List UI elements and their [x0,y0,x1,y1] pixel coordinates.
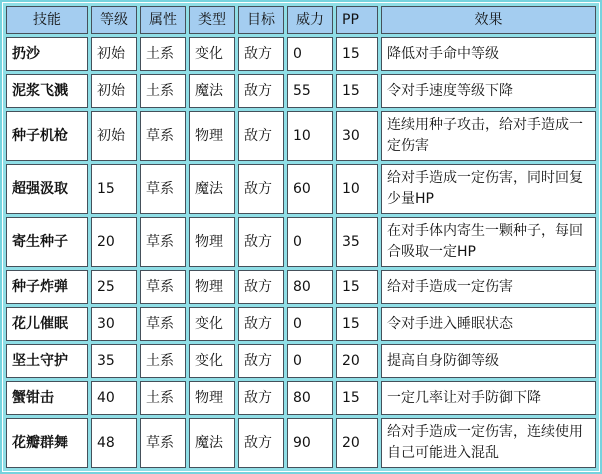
table-row [6,307,596,341]
cell-power: 60 [287,164,333,214]
cell-skill: 泥浆飞溅 [6,74,88,108]
cell-pp: 15 [336,270,378,304]
table-row [6,37,596,71]
cell-target: 敌方 [238,217,284,267]
cell-pp: 15 [336,74,378,108]
cell-power: 55 [287,74,333,108]
cell-type: 物理 [189,111,235,161]
table-row [6,381,596,415]
cell-power: 0 [287,37,333,71]
cell-skill: 种子炸弹 [6,270,88,304]
cell-level: 30 [91,307,137,341]
cell-power: 10 [287,111,333,161]
cell-attr: 草系 [140,418,186,468]
header-cell-type: 类型 [189,6,235,34]
cell-power: 80 [287,270,333,304]
header-cell-level: 等级 [91,6,137,34]
cell-power: 0 [287,344,333,378]
cell-effect: 令对手进入睡眠状态 [381,307,596,341]
cell-skill: 种子机枪 [6,111,88,161]
cell-type: 物理 [189,381,235,415]
cell-target: 敌方 [238,381,284,415]
skills-table [3,3,599,471]
cell-effect: 给对手造成一定伤害，同时回复少量HP [381,164,596,214]
cell-type: 物理 [189,270,235,304]
cell-level: 初始 [91,74,137,108]
table-row [6,418,596,468]
table-row [6,111,596,161]
cell-attr: 草系 [140,111,186,161]
cell-attr: 土系 [140,74,186,108]
cell-effect: 一定几率让对手防御下降 [381,381,596,415]
cell-type: 变化 [189,344,235,378]
cell-effect: 降低对手命中等级 [381,37,596,71]
header-cell-attr: 属性 [140,6,186,34]
table-row [6,217,596,267]
table-row [6,164,596,214]
cell-pp: 15 [336,381,378,415]
cell-attr: 草系 [140,270,186,304]
skills-table-header [6,6,596,34]
header-cell-skill: 技能 [6,6,88,34]
cell-level: 48 [91,418,137,468]
cell-effect: 给对手造成一定伤害，连续使用自己可能进入混乱 [381,418,596,468]
table-row [6,270,596,304]
cell-power: 0 [287,217,333,267]
cell-type: 魔法 [189,164,235,214]
cell-attr: 草系 [140,164,186,214]
cell-pp: 15 [336,37,378,71]
cell-skill: 坚土守护 [6,344,88,378]
table-row [6,74,596,108]
cell-target: 敌方 [238,37,284,71]
header-cell-effect: 效果 [381,6,596,34]
cell-level: 初始 [91,111,137,161]
cell-pp: 20 [336,418,378,468]
cell-pp: 10 [336,164,378,214]
cell-level: 40 [91,381,137,415]
cell-target: 敌方 [238,418,284,468]
header-cell-pp: PP [336,6,378,34]
cell-attr: 土系 [140,37,186,71]
header-cell-target: 目标 [238,6,284,34]
cell-target: 敌方 [238,307,284,341]
cell-level: 35 [91,344,137,378]
cell-level: 15 [91,164,137,214]
cell-attr: 土系 [140,381,186,415]
cell-target: 敌方 [238,111,284,161]
cell-skill: 花瓣群舞 [6,418,88,468]
cell-skill: 扔沙 [6,37,88,71]
cell-level: 初始 [91,37,137,71]
cell-skill: 花儿催眠 [6,307,88,341]
cell-power: 90 [287,418,333,468]
cell-effect: 在对手体内寄生一颗种子，每回合吸取一定HP [381,217,596,267]
header-row [6,6,596,34]
cell-pp: 20 [336,344,378,378]
cell-attr: 草系 [140,217,186,267]
cell-level: 20 [91,217,137,267]
cell-type: 物理 [189,217,235,267]
cell-skill: 寄生种子 [6,217,88,267]
cell-target: 敌方 [238,344,284,378]
header-cell-power: 威力 [287,6,333,34]
cell-power: 0 [287,307,333,341]
cell-target: 敌方 [238,164,284,214]
cell-target: 敌方 [238,270,284,304]
cell-attr: 土系 [140,344,186,378]
cell-pp: 30 [336,111,378,161]
cell-target: 敌方 [238,74,284,108]
cell-pp: 35 [336,217,378,267]
cell-type: 魔法 [189,74,235,108]
cell-type: 魔法 [189,418,235,468]
cell-effect: 连续用种子攻击，给对手造成一定伤害 [381,111,596,161]
cell-level: 25 [91,270,137,304]
cell-effect: 给对手造成一定伤害 [381,270,596,304]
cell-type: 变化 [189,37,235,71]
cell-attr: 草系 [140,307,186,341]
cell-power: 80 [287,381,333,415]
cell-pp: 15 [336,307,378,341]
table-row [6,344,596,378]
cell-effect: 令对手速度等级下降 [381,74,596,108]
cell-skill: 超强汲取 [6,164,88,214]
cell-skill: 蟹钳击 [6,381,88,415]
cell-type: 变化 [189,307,235,341]
cell-effect: 提高自身防御等级 [381,344,596,378]
skills-table-body [6,37,596,468]
